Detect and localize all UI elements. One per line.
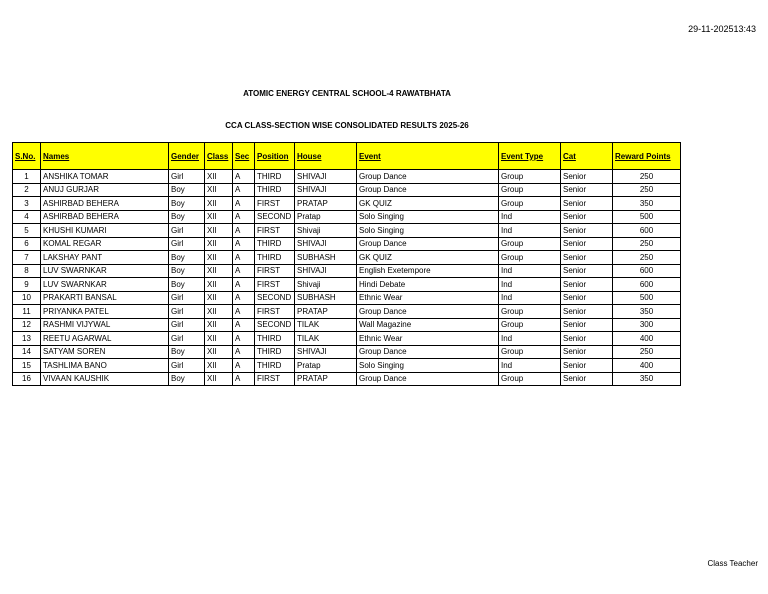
cell-cat: Senior (561, 183, 613, 197)
report-title: CCA CLASS-SECTION WISE CONSOLIDATED RESULTS 2025-26 (225, 121, 469, 130)
table-row (13, 318, 681, 332)
cell-event: Group Dance (357, 237, 499, 251)
table-row (13, 183, 681, 197)
cell-name: PRIYANKA PATEL (41, 305, 169, 319)
cell-house: SHIVAJI (295, 264, 357, 278)
cell-sno: 2 (13, 183, 41, 197)
cell-class: XII (205, 345, 233, 359)
table-row (13, 359, 681, 373)
cell-sec: A (233, 278, 255, 292)
cell-gender: Girl (169, 305, 205, 319)
header-event: Event (357, 143, 499, 170)
cell-cat: Senior (561, 264, 613, 278)
cell-position: THIRD (255, 237, 295, 251)
results-body (13, 170, 681, 386)
cell-position: SECOND (255, 291, 295, 305)
cell-position: FIRST (255, 224, 295, 238)
cell-position: FIRST (255, 264, 295, 278)
cell-gender: Boy (169, 251, 205, 265)
table-row (13, 264, 681, 278)
cell-cat: Senior (561, 251, 613, 265)
cell-name: ANSHIKA TOMAR (41, 170, 169, 184)
cell-house: SUBHASH (295, 251, 357, 265)
cell-reward-points: 400 (613, 359, 681, 373)
cell-class: XII (205, 183, 233, 197)
cell-house: SHIVAJI (295, 345, 357, 359)
cell-event: Hindi Debate (357, 278, 499, 292)
cell-sec: A (233, 318, 255, 332)
cell-class: XII (205, 264, 233, 278)
cell-sno: 5 (13, 224, 41, 238)
cell-sno: 10 (13, 291, 41, 305)
cell-sno: 3 (13, 197, 41, 211)
cell-sec: A (233, 237, 255, 251)
cell-sno: 9 (13, 278, 41, 292)
cell-cat: Senior (561, 291, 613, 305)
cell-event-type: Group (499, 318, 561, 332)
cell-gender: Boy (169, 264, 205, 278)
cell-position: THIRD (255, 251, 295, 265)
cell-event-type: Ind (499, 278, 561, 292)
cell-sec: A (233, 345, 255, 359)
header-house: House (295, 143, 357, 170)
cell-sno: 13 (13, 332, 41, 346)
cell-house: Shivaji (295, 224, 357, 238)
cell-name: LAKSHAY PANT (41, 251, 169, 265)
cell-name: KOMAL REGAR (41, 237, 169, 251)
cell-gender: Girl (169, 291, 205, 305)
cell-cat: Senior (561, 237, 613, 251)
table-row (13, 210, 681, 224)
cell-sec: A (233, 251, 255, 265)
cell-cat: Senior (561, 224, 613, 238)
cell-name: LUV SWARNKAR (41, 278, 169, 292)
cell-class: XII (205, 332, 233, 346)
cell-event: Group Dance (357, 183, 499, 197)
cell-sec: A (233, 210, 255, 224)
cell-house: PRATAP (295, 305, 357, 319)
cell-class: XII (205, 278, 233, 292)
cell-sec: A (233, 305, 255, 319)
cell-house: SHIVAJI (295, 237, 357, 251)
school-name: ATOMIC ENERGY CENTRAL SCHOOL-4 RAWATBHATA (243, 89, 451, 98)
cell-name: VIVAAN KAUSHIK (41, 372, 169, 386)
cell-event-type: Group (499, 372, 561, 386)
cell-cat: Senior (561, 372, 613, 386)
cell-house: PRATAP (295, 372, 357, 386)
cell-gender: Girl (169, 359, 205, 373)
cell-name: REETU AGARWAL (41, 332, 169, 346)
cell-event-type: Ind (499, 332, 561, 346)
cell-cat: Senior (561, 278, 613, 292)
table-row (13, 345, 681, 359)
cell-name: KHUSHI KUMARI (41, 224, 169, 238)
cell-sno: 1 (13, 170, 41, 184)
cell-reward-points: 500 (613, 210, 681, 224)
cell-sno: 11 (13, 305, 41, 319)
cell-gender: Boy (169, 210, 205, 224)
cell-event: Ethnic Wear (357, 291, 499, 305)
cell-reward-points: 300 (613, 318, 681, 332)
cell-cat: Senior (561, 318, 613, 332)
cell-sec: A (233, 170, 255, 184)
cell-position: FIRST (255, 305, 295, 319)
cell-house: SUBHASH (295, 291, 357, 305)
cell-name: LUV SWARNKAR (41, 264, 169, 278)
cell-class: XII (205, 251, 233, 265)
cell-event: GK QUIZ (357, 251, 499, 265)
cell-reward-points: 250 (613, 251, 681, 265)
cell-reward-points: 600 (613, 264, 681, 278)
cell-reward-points: 250 (613, 237, 681, 251)
cell-event-type: Ind (499, 210, 561, 224)
cell-reward-points: 350 (613, 197, 681, 211)
cell-reward-points: 500 (613, 291, 681, 305)
cell-class: XII (205, 372, 233, 386)
cell-sec: A (233, 197, 255, 211)
header-row (13, 143, 681, 170)
cell-name: ANUJ GURJAR (41, 183, 169, 197)
cell-class: XII (205, 291, 233, 305)
cell-sno: 14 (13, 345, 41, 359)
cell-gender: Girl (169, 224, 205, 238)
cell-sec: A (233, 183, 255, 197)
cell-event: Wall Magazine (357, 318, 499, 332)
cell-sno: 16 (13, 372, 41, 386)
cell-position: THIRD (255, 183, 295, 197)
cell-class: XII (205, 318, 233, 332)
cell-event-type: Group (499, 305, 561, 319)
cell-event: Group Dance (357, 305, 499, 319)
cell-name: PRAKARTI BANSAL (41, 291, 169, 305)
cell-sec: A (233, 224, 255, 238)
table-row (13, 251, 681, 265)
cell-class: XII (205, 237, 233, 251)
results-table (12, 142, 681, 386)
header-name: Names (41, 143, 169, 170)
cell-sec: A (233, 291, 255, 305)
class-teacher-signature-label: Class Teacher (707, 559, 758, 568)
cell-reward-points: 400 (613, 332, 681, 346)
table-row (13, 291, 681, 305)
cell-name: ASHIRBAD BEHERA (41, 197, 169, 211)
header-event-type: Event Type (499, 143, 561, 170)
table-row (13, 332, 681, 346)
cell-name: RASHMI VIJYWAL (41, 318, 169, 332)
cell-position: FIRST (255, 278, 295, 292)
cell-house: PRATAP (295, 197, 357, 211)
table-row (13, 197, 681, 211)
header-class: Class (205, 143, 233, 170)
cell-event: Ethnic Wear (357, 332, 499, 346)
cell-event: Group Dance (357, 345, 499, 359)
cell-gender: Girl (169, 170, 205, 184)
cell-event-type: Group (499, 251, 561, 265)
cell-reward-points: 600 (613, 224, 681, 238)
header-sec: Sec (233, 143, 255, 170)
cell-event: Solo Singing (357, 210, 499, 224)
cell-house: Pratap (295, 210, 357, 224)
cell-name: TASHLIMA BANO (41, 359, 169, 373)
table-row (13, 372, 681, 386)
print-timestamp: 29-11-202513:43 (688, 24, 756, 34)
cell-class: XII (205, 224, 233, 238)
cell-reward-points: 250 (613, 345, 681, 359)
cell-position: THIRD (255, 332, 295, 346)
cell-house: SHIVAJI (295, 170, 357, 184)
cell-sno: 6 (13, 237, 41, 251)
cell-event-type: Group (499, 183, 561, 197)
cell-event: Group Dance (357, 372, 499, 386)
cell-sno: 7 (13, 251, 41, 265)
cell-name: ASHIRBAD BEHERA (41, 210, 169, 224)
cell-cat: Senior (561, 197, 613, 211)
cell-name: SATYAM SOREN (41, 345, 169, 359)
cell-event-type: Ind (499, 291, 561, 305)
table-row (13, 237, 681, 251)
cell-position: FIRST (255, 372, 295, 386)
cell-gender: Girl (169, 332, 205, 346)
cell-cat: Senior (561, 359, 613, 373)
cell-house: Shivaji (295, 278, 357, 292)
cell-event-type: Ind (499, 359, 561, 373)
header-sno: S.No. (13, 143, 41, 170)
cell-event-type: Group (499, 197, 561, 211)
cell-sec: A (233, 372, 255, 386)
cell-sno: 8 (13, 264, 41, 278)
cell-reward-points: 350 (613, 305, 681, 319)
cell-cat: Senior (561, 210, 613, 224)
cell-position: SECOND (255, 318, 295, 332)
cell-house: TILAK (295, 332, 357, 346)
cell-sno: 4 (13, 210, 41, 224)
cell-cat: Senior (561, 332, 613, 346)
cell-gender: Boy (169, 345, 205, 359)
cell-gender: Girl (169, 237, 205, 251)
cell-position: THIRD (255, 170, 295, 184)
cell-event-type: Group (499, 170, 561, 184)
cell-gender: Boy (169, 197, 205, 211)
cell-event: GK QUIZ (357, 197, 499, 211)
cell-class: XII (205, 170, 233, 184)
header-cat: Cat (561, 143, 613, 170)
cell-cat: Senior (561, 170, 613, 184)
cell-event: English Exetempore (357, 264, 499, 278)
cell-class: XII (205, 197, 233, 211)
cell-event: Group Dance (357, 170, 499, 184)
cell-gender: Girl (169, 318, 205, 332)
cell-position: SECOND (255, 210, 295, 224)
cell-sec: A (233, 359, 255, 373)
cell-position: THIRD (255, 359, 295, 373)
table-row (13, 170, 681, 184)
cell-house: TILAK (295, 318, 357, 332)
cell-position: THIRD (255, 345, 295, 359)
cell-gender: Boy (169, 278, 205, 292)
cell-cat: Senior (561, 305, 613, 319)
cell-reward-points: 350 (613, 372, 681, 386)
cell-reward-points: 600 (613, 278, 681, 292)
cell-sno: 12 (13, 318, 41, 332)
cell-sec: A (233, 332, 255, 346)
cell-class: XII (205, 210, 233, 224)
cell-gender: Boy (169, 183, 205, 197)
header-reward-points: Reward Points (613, 143, 681, 170)
cell-gender: Boy (169, 372, 205, 386)
cell-sec: A (233, 264, 255, 278)
cell-class: XII (205, 359, 233, 373)
cell-reward-points: 250 (613, 170, 681, 184)
cell-house: SHIVAJI (295, 183, 357, 197)
cell-cat: Senior (561, 345, 613, 359)
header-position: Position (255, 143, 295, 170)
cell-event-type: Ind (499, 264, 561, 278)
cell-event: Solo Singing (357, 359, 499, 373)
table-row (13, 224, 681, 238)
header-gender: Gender (169, 143, 205, 170)
cell-position: FIRST (255, 197, 295, 211)
cell-event-type: Group (499, 345, 561, 359)
cell-house: Pratap (295, 359, 357, 373)
cell-reward-points: 250 (613, 183, 681, 197)
cell-event-type: Group (499, 237, 561, 251)
cell-class: XII (205, 305, 233, 319)
table-row (13, 278, 681, 292)
cell-sno: 15 (13, 359, 41, 373)
cell-event: Solo Singing (357, 224, 499, 238)
table-row (13, 305, 681, 319)
cell-event-type: Ind (499, 224, 561, 238)
